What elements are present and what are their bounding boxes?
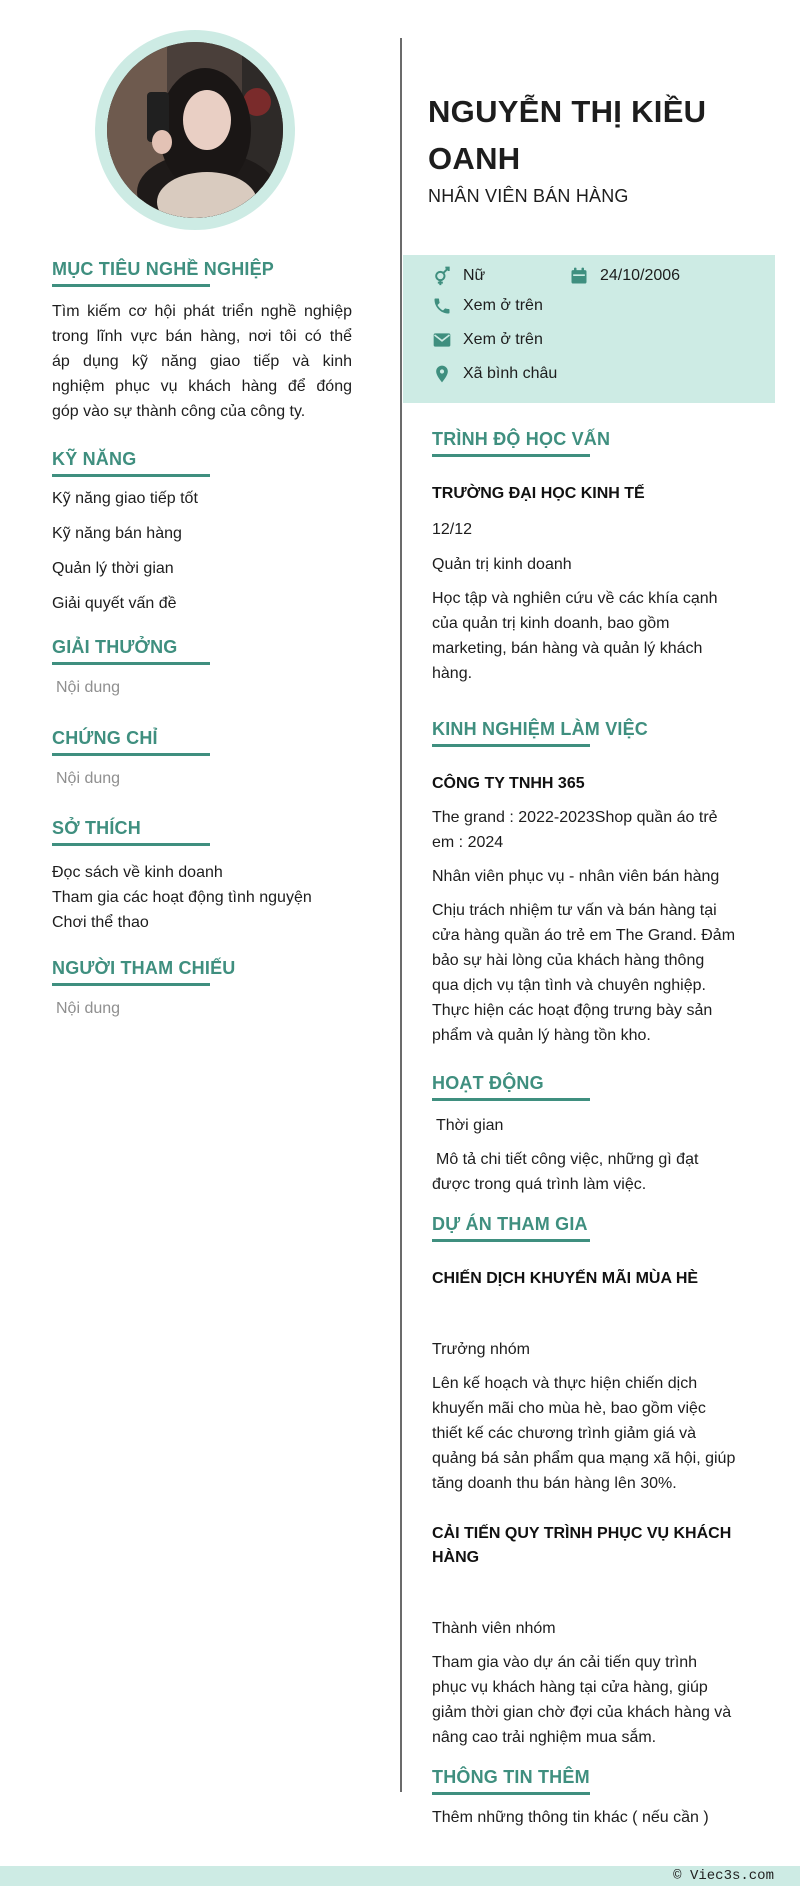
hobby-item: Tham gia các hoạt động tình nguyện [52,889,312,906]
activities-description [432,1147,762,1197]
certificates-title: CHỨNG CHỈ [52,728,158,748]
contact-email [431,329,543,351]
hobbies-title: SỞ THÍCH [52,818,141,838]
contact-phone [431,295,543,317]
certificates-underline [52,753,210,756]
skills-title: KỸ NĂNG [52,449,137,469]
skill-item: Giải quyết vấn đề [52,595,177,612]
gender-value: Nữ [463,267,486,284]
awards-title: GIẢI THƯỞNG [52,637,178,657]
gender-icon [431,265,453,287]
additional-section [432,1766,762,1830]
experience-line: Chịu trách nhiệm tư vấn và bán hàng tại [432,902,717,919]
projects-section [432,1213,762,1750]
experience-description [432,898,762,1048]
experience-company: CÔNG TY TNHH 365 [432,775,585,792]
contact-panel [403,255,775,403]
activities-section [432,1072,762,1197]
projects-title: DỰ ÁN THAM GIA [432,1214,588,1234]
experience-position: Nhân viên phục vụ - nhân viên bán hàng [432,868,720,885]
awards-content: Nội dung [56,679,121,696]
hobby-item: Đọc sách về kinh doanh [52,864,223,881]
experience-line: phẩm và quản lý hàng tồn kho. [432,1027,651,1044]
email-value[interactable]: Xem ở trên [463,331,543,348]
project-name: CHIẾN DỊCH KHUYẾN MÃI MÙA HÈ [432,1270,699,1287]
project-line: quảng bá sản phẩm qua mạng xã hội, giúp [432,1450,736,1467]
project-line: nâng cao trải nghiệm mua sắm. [432,1729,657,1746]
certificates-content: Nội dung [56,770,121,787]
education-description [432,586,762,686]
project-item [432,1267,762,1496]
additional-underline [432,1792,590,1795]
phone-icon [431,295,453,317]
skill-item: Quản lý thời gian [52,560,174,577]
objective-line: Tìm kiếm cơ hội phát triển nghề nghiệp [52,303,352,320]
skill-item: Kỹ năng giao tiếp tốt [52,490,198,507]
objective-underline [52,284,210,287]
additional-content: Thêm những thông tin khác ( nếu cần ) [432,1809,709,1826]
skill-item: Kỹ năng bán hàng [52,525,182,542]
education-section [432,428,762,686]
skills-section [52,448,352,621]
education-line: Học tập và nghiên cứu về các khía cạnh [432,590,718,607]
project-line: giảm thời gian chờ đợi của khách hàng và [432,1704,732,1721]
experience-title: KINH NGHIỆM LÀM VIỆC [432,719,649,739]
experience-line: cửa hàng quần áo trẻ em The Grand. Đảm [432,927,736,944]
location-icon [431,363,453,385]
project-name: CẢI TIẾN QUY TRÌNH PHỤC VỤ KHÁCH [432,1525,732,1542]
references-title: NGƯỜI THAM CHIẾU [52,958,236,978]
activities-line: Mô tả chi tiết công việc, những gì đạt [436,1151,699,1168]
footer-credit[interactable]: © Viec3s.com [673,1868,774,1884]
column-divider [400,38,402,1792]
address-value: Xã bình châu [463,365,558,382]
avatar-ring [95,30,295,230]
references-section [52,957,352,1021]
project-role: Trưởng nhóm [432,1341,530,1358]
name-line: NGUYỄN THỊ KIỀU [428,94,707,129]
email-icon [431,329,453,351]
hobbies-underline [52,843,210,846]
calendar-icon [568,265,590,287]
project-line: Tham gia vào dự án cải tiến quy trình [432,1654,698,1671]
project-item [432,1522,762,1750]
project-line: Lên kế hoạch và thực hiện chiến dịch [432,1375,698,1392]
phone-value[interactable]: Xem ở trên [463,297,543,314]
project-role: Thành viên nhóm [432,1620,556,1637]
references-content: Nội dung [56,1000,121,1017]
education-title: TRÌNH ĐỘ HỌC VẤN [432,429,611,449]
contact-address [431,363,557,385]
activities-title: HOẠT ĐỘNG [432,1073,544,1093]
references-underline [52,983,210,986]
activities-line: được trong quá trình làm việc. [432,1176,647,1193]
experience-section [432,718,762,1048]
experience-line: bảo sự hài lòng của khách hàng thông [432,952,705,969]
candidate-name [428,88,728,182]
experience-time [432,805,762,855]
experience-time-line: em : 2024 [432,834,504,851]
objective-line: góp vào sự thành công của công ty. [52,403,306,420]
avatar-photo [107,42,283,218]
project-line: khuyến mãi cho mùa hè, bao gồm việc [432,1400,706,1417]
education-line: marketing, bán hàng và quản lý khách [432,640,703,657]
education-line: của quản trị kinh doanh, bao gồm [432,615,670,632]
activities-underline [432,1098,590,1101]
footer-bar [0,1866,800,1886]
project-name: HÀNG [432,1549,480,1566]
objective-line: trong lĩnh vực bán hàng, nơi tôi có thể [52,328,352,345]
birthday-value: 24/10/2006 [600,267,681,284]
contact-gender [431,265,485,287]
hobby-item: Chơi thể thao [52,914,149,931]
experience-underline [432,744,590,747]
awards-underline [52,662,210,665]
experience-line: Thực hiện các hoạt động trưng bày sản [432,1002,713,1019]
project-line: phục vụ khách hàng tại cửa hàng, giúp [432,1679,708,1696]
education-school: TRƯỜNG ĐẠI HỌC KINH TẾ [432,485,645,502]
project-line: tăng doanh thu bán hàng lên 30%. [432,1475,677,1492]
education-major: Quản trị kinh doanh [432,556,572,573]
objective-title: MỤC TIÊU NGHỀ NGHIỆP [52,259,275,279]
experience-line: qua dịch vụ tận tình và chuyên nghiệp. [432,977,706,994]
education-time: 12/12 [432,521,473,538]
contact-birthday [568,265,680,287]
certificates-section [52,727,352,791]
avatar [107,42,283,218]
objective-line: áp dụng kỹ năng giao tiếp và kinh [52,353,352,370]
skills-underline [52,474,210,477]
objective-text [52,299,352,424]
education-underline [432,454,590,457]
objective-section [52,258,352,424]
awards-section [52,636,352,700]
projects-underline [432,1239,590,1242]
job-title: NHÂN VIÊN BÁN HÀNG [428,186,629,206]
education-line: hàng. [432,665,473,682]
objective-line: nghiệm phục vụ khách hàng để đóng [52,378,352,395]
additional-title: THÔNG TIN THÊM [432,1767,590,1787]
activities-time: Thời gian [436,1117,504,1134]
name-line: OANH [428,141,521,176]
hobbies-section [52,817,352,935]
project-line: thiết kế các chương trình giảm giá và [432,1425,696,1442]
experience-time-line: The grand : 2022-2023Shop quần áo trẻ [432,809,718,826]
